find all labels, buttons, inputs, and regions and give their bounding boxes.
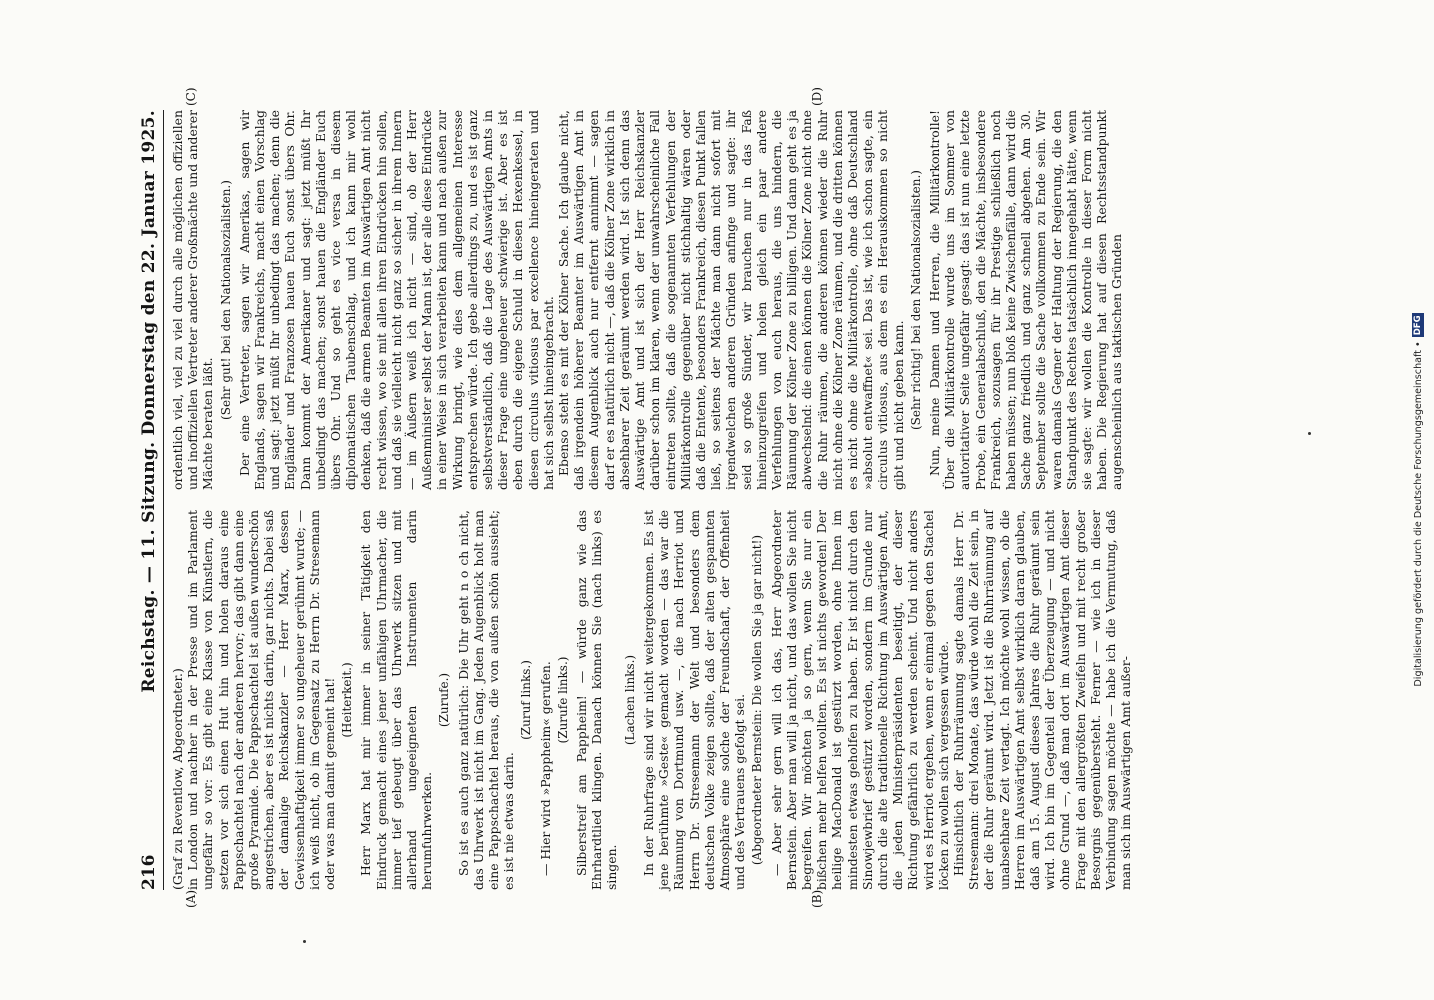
paragraph: Der eine Vertreter, sagen wir Amerikas, sagen wir Englands, sagen wir Frankreichs, macht einen Vorschlag und sagt: jetzt müßt Ihr unbedingt das machen; denn die Engländer und Franzosen hauen Euch sonst übers Ohr. Dann kommt der Amerikaner und sagt: jetzt müßt Ihr unbedingt das machen; sonst hauen die Engländer Euch übers Ohr. Und so geht es vice versa in diesem diplomatischen Taubenschlag, und ich kann mir wohl denken, daß die armen Beamten im Auswärtigen Amt nicht recht wissen, wo sie mit allen ihren Eindrücken hin sollen, und daß sie vielleicht nicht ganz so sicher in ihrem Innern — im Äußern weiß ich nicht — sind, ob der Herr Außenminister selbst der Mann ist, der alle diese Eindrücke in einer Weise in sich verarbeiten kann und nach außen zur Wirkung bringt, wie dies dem allgemeinen Interesse entsprechen würde. Ich gebe allerdings zu, und es ist ganz selbstverständlich, daß die Lage des Auswärtigen Amts in dieser Frage eine ungeheuer schwierige ist. Aber es ist eben durch die eigene Schuld in diesen Hexenkessel, in diesen circulus vitiosus par excellence hineingeraten und hat sich selbst hineingebracht. (236, 110, 556, 490)
margin-marker-a: (A) (184, 889, 198, 908)
interjection: (Sehr gut! bei den Nationalsozialisten.) (218, 180, 233, 420)
margin-marker-c: (C) (184, 87, 198, 106)
margin-marker-d: (D) (810, 87, 824, 106)
margin-marker-b: (B) (810, 889, 824, 908)
interjection: (Heiterkeit.) (340, 662, 355, 738)
text-column-left (170, 510, 1133, 890)
paragraph: Herr Marx hat mir immer in seiner Tätigkeit den Eindruck gemacht eines jener unfähigen Uhrmacher, die immer tief gebeugt über das Uhrwerk sitzen und mit allerhand ungeeigneten Instrumenten darin herumfuhrwerken. (358, 510, 435, 890)
dfg-logo: DFG (1413, 315, 1423, 336)
paragraph: ordentlich viel, viel zu viel durch alle möglichen offiziellen und inoffiziellen Vertreter anderer Großmächte und anderer Mächte beraten läßt. (170, 110, 216, 490)
speaker-line: (Graf zu Reventlow, Abgeordneter.) (170, 668, 185, 890)
paragraph: So ist es auch ganz natürlich: Die Uhr geht n o ch nicht, das Uhrwerk ist nicht im Gang. Jeden Augenblick holt man eine Pappschachtel heraus, die von außen schön aussieht; es ist nie etwas darin. (455, 510, 517, 890)
text-column-right (170, 110, 1125, 490)
paragraph: — Aber sehr gern will ich das, Herr Abgeordneter Bernstein. Aber man will ja nicht, und das wollen Sie nicht begreifen. Wir möchten ja so gern, wenn Sie nur ein bißchen mehr helfen wollten. Es ist nichts geworden! Der heilige MacDonald ist gestürzt worden, ohne Ihnen im mindesten etwas geholfen zu haben. Er ist nicht durch den Sinowjewbrief gestürzt worden, sondern im Grunde nur durch die alte traditionelle Richtung im Auswärtigen Amt, die jeden Ministerpräsidenten beseitigt, der dieser Richtung gefährlich zu werden scheint. Und nicht anders wird es Herriot ergehen, wenn er einmal gegen den Stachel löcken zu wollen sich vergessen würde. (768, 510, 951, 890)
paragraph: Nun, meine Damen und Herren, die Militärkontrolle! Über die Militärkontrolle wurde uns im Sommer von autoritativer Seite ungefähr gesagt: das ist nun eine letzte Probe, ein Generalabschluß, den die Mächte, insbesondere Frankreich, sozusagen für ihr Prestige schließlich noch haben müssen; nun bloß keine Zwischenfälle, dann wird die Sache ganz friedlich und ganz schnell abgehen. Am 30. September sollte die Sache vollkommen zu Ende sein. Wir waren damals Gegner der Haltung der Regierung, die den Standpunkt des Rechtes tatsächlich innegehabt hätte, wenn sie sagte: wir wollen die Kontrolle in dieser Form nicht haben. Die Regierung hat auf diesen Rechtsstandpunkt augenscheinlich aus taktischen Gründen (926, 110, 1125, 490)
interjection: (Zuruf links.) (519, 660, 534, 740)
paragraph: Silberstreif am Pappheim! — würde ganz wie das Ehrhardtlied klingen. Danach können Sie (nach links) es singen. (574, 510, 620, 890)
scan-speck (303, 940, 306, 943)
paragraph: — Hier wird »Pappheim« gerufen. (537, 661, 553, 876)
digitization-credit (1411, 180, 1425, 820)
interjection: (Abgeordneter Bernstein: Die wollen Sie ja gar nicht!) (750, 534, 765, 866)
page-number: 216 (139, 854, 159, 890)
interjection: (Zurufe.) (437, 672, 452, 728)
paragraph: Ebenso steht es mit der Kölner Sache. Ich glaube nicht, daß irgendein höherer Beamter im Auswärtigen Amt in diesem Augenblick auch nur entfernt annimmt — sagen darf er es natürlich nicht —, daß die Kölner Zone wirklich in absehbarer Zeit geräumt werden wird. Ist sich denn das Auswärtige Amt und ist sich der Herr Reichskanzler darüber schon im klaren, wenn der unwahrscheinliche Fall eintreten sollte, daß die sogenannten Verfehlungen der Militärkontrolle gegenüber nicht stichhaltig wären oder daß die Entente, besonders Frankreich, diesen Punkt fallen ließ, so seitens der Mächte man dann nicht sofort mit irgendwelchen anderen Gründen anfinge und sagte: ihr seid so große Sünder, wir brauchen nur in das Faß hineinzugreifen und holen gleich ein paar andere Verfehlungen von euch heraus, die uns hindern, die Räumung der Kölner Zone zu billigen. Und dann geht es ja abwechselnd: die einen können die Kölner Zone nicht ohne die Ruhr räumen, die anderen können wieder die Ruhr nicht ohne die Kölner Zone räumen, und die dritten können es nicht ohne die Militärkontrolle, ohne daß Deutschland »absolut entwaffnet« sei. Das ist, wie ich schon sagte, ein circulus vitiosus, aus dem es ein Herauskommen so nicht gibt und nicht geben kann. (556, 110, 906, 490)
credit-text: Digitalisierung gefördert durch die Deutsche Forschungsgemeinschaft • (1412, 341, 1424, 687)
paragraph: Hinsichtlich der Ruhrräumung sagte damals Herr Dr. Stresemann: drei Monate, das würde wohl die Zeit sein, in der die Ruhr geräumt wird. Jetzt ist die Ruhrräumung auf unabsehbare Zeit vertagt. Ich möchte wohl wissen, ob die Herren im Auswärtigen Amt selbst wirklich daran glauben, daß am 15. August dieses Jahres die Ruhr geräumt sein wird. Ich bin im Gegenteil der Überzeugung — und nicht ohne Grund —, daß man dort im Auswärtigen Amt dieser Frage mit den allergrößten Zweifeln und mit recht großer Besorgnis gegenübersteht. Ferner — wie ich in dieser Verbindung sagen möchte — habe ich die Vermutung, daß man sich im Auswärtigen Amt außer- (950, 510, 1134, 890)
interjection: (Sehr richtig! bei den Nationalsozialisten.) (908, 170, 923, 430)
running-header (139, 110, 161, 890)
paragraph: in London und nachher in der Presse und im Parlament ungefähr so vor: Es gibt eine Klasse von Künstlern, die setzen vor sich einen Hut hin und holen daraus eine Pappschachtel nach der anderen hervor; das gibt dann eine große Pyramide. Die Pappschachtel ist außen wunderschön angestrichen, aber es ist nichts darin, gar nichts. Dabei saß der damalige Reichskanzler — Herr Marx, dessen Gewissenhaftigkeit immer so ungeheuer gerühmt wurde; — ich weiß nicht, ob im Gegensatz zu Herrn Dr. Stresemann oder was man damit gemeint hat! (185, 510, 338, 890)
paragraph: In der Ruhrfrage sind wir nicht weitergekommen. Es ist jene berühmte »Geste« gemacht worden — das war die Räumung von Dortmund usw. —, die nach Herriot und Herrn Dr. Stresemann der Welt und besonders dem deutschen Volke zeigen sollte, daß der alten gespannten Atmosphäre eine solche der Freundschaft, der Offenheit und des Vertrauens gefolgt sei. (640, 510, 748, 890)
rotated-page (102, 70, 1332, 930)
scan-speck (1308, 432, 1311, 435)
header-rule (163, 110, 164, 890)
interjection: (Zurufe links.) (555, 656, 570, 744)
interjection: (Lachen links.) (622, 654, 637, 746)
page-title: Reichstag. — 11. Sitzung. Donnerstag den 22. Januar 1925. (139, 110, 159, 693)
